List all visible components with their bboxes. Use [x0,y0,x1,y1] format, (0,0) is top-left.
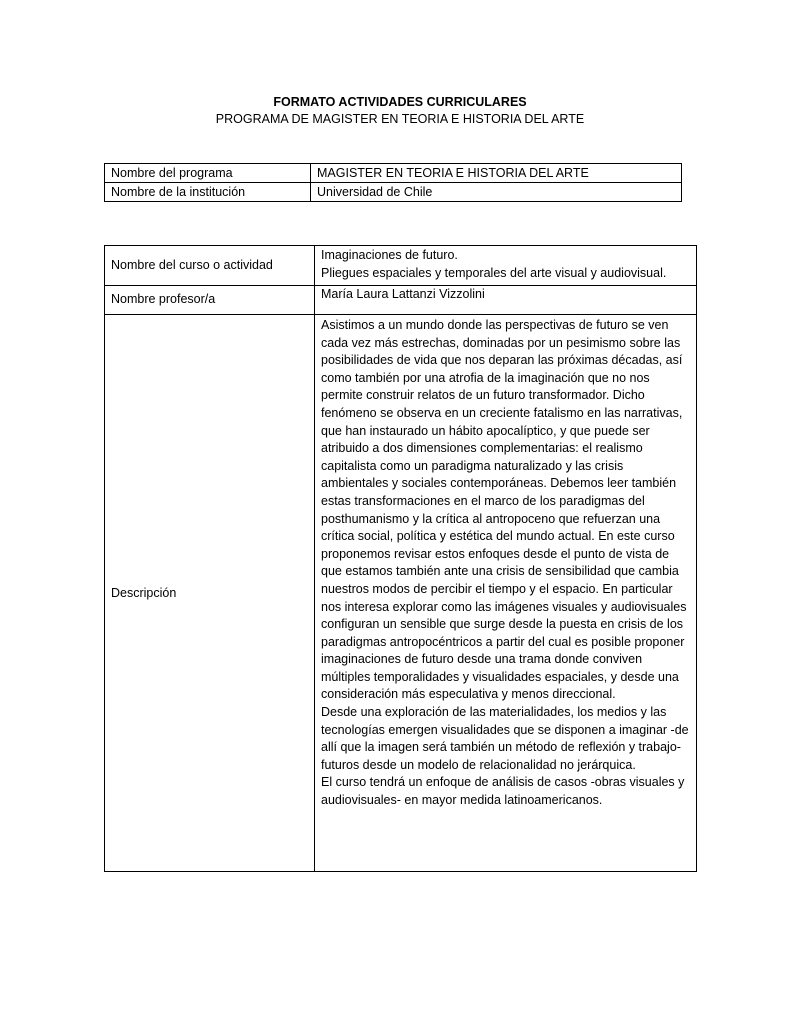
professor-label: Nombre profesor/a [105,286,315,315]
description-label: Descripción [105,315,315,872]
table-row [105,315,697,872]
document-title: FORMATO ACTIVIDADES CURRICULARES [273,95,527,109]
course-name-label: Nombre del curso o actividad [105,246,315,286]
course-name-value [315,246,697,286]
program-table [104,163,682,202]
course-name-line: Imaginaciones de futuro. [321,248,458,262]
program-name-value: MAGISTER EN TEORIA E HISTORIA DEL ARTE [311,164,682,183]
institution-label: Nombre de la institución [105,183,311,202]
document-header [0,94,800,128]
table-row [105,246,697,286]
table-row [105,183,682,202]
table-row [105,164,682,183]
course-name-line: Pliegues espaciales y temporales del arte visual y audiovisual. [321,265,667,280]
description-paragraph: Asistimos a un mundo donde las perspectivas de futuro se ven cada vez más estrechas, dominadas por un pesimismo sobre las posibilidades de vida que nos deparan las próximas décadas, así como también por una atrofia de la imaginación que no nos permite construir relatos de un futuro transformador. Dicho fenómeno se observa en un creciente fatalismo en las narrativas, que han instaurado un hábito apocalíptico, y que puede ser atribuido a dos dimensiones complementarias: el realismo capitalista como un paradigma naturalizado y las crisis ambientales y sociales contemporáneas. Debemos leer también estas transformaciones en el marco de los paradigmas del posthumanismo y la crítica al antropoceno que refuerzan una crítica social, política y estética del mundo actual. En este curso proponemos revisar estos enfoques desde el punto de vista de que estamos también ante una crisis de sensibilidad que cambia nuestros modos de percibir el tiempo y el espacio. En particular nos interesa explorar como las imágenes visuales y audiovisuales configuran un sensible que surge desde la puesta en crisis de los paradigmas antropocéntricos a partir del cual es posible proponer imaginaciones de futuro desde una trama donde conviven múltiples temporalidades y visualidades espaciales, y desde una consideración más especulativa y menos direccional. [321,318,687,702]
course-table [104,245,697,872]
program-name-label: Nombre del programa [105,164,311,183]
table-row [105,286,697,315]
description-paragraph: Desde una exploración de las materialidades, los medios y las tecnologías emergen visualidades que se disponen a imaginar -de allí que la imagen será también un método de reflexión y trabajo- futuros desde un modelo de relacionalidad no jerárquica. [321,705,689,772]
document-subtitle: PROGRAMA DE MAGISTER EN TEORIA E HISTORIA DEL ARTE [215,112,585,126]
description-value [315,315,697,872]
professor-value: María Laura Lattanzi Vizzolini [315,286,697,315]
institution-value: Universidad de Chile [311,183,682,202]
description-paragraph: El curso tendrá un enfoque de análisis de casos -obras visuales y audiovisuales- en mayor medida latinoamericanos. [321,775,685,808]
